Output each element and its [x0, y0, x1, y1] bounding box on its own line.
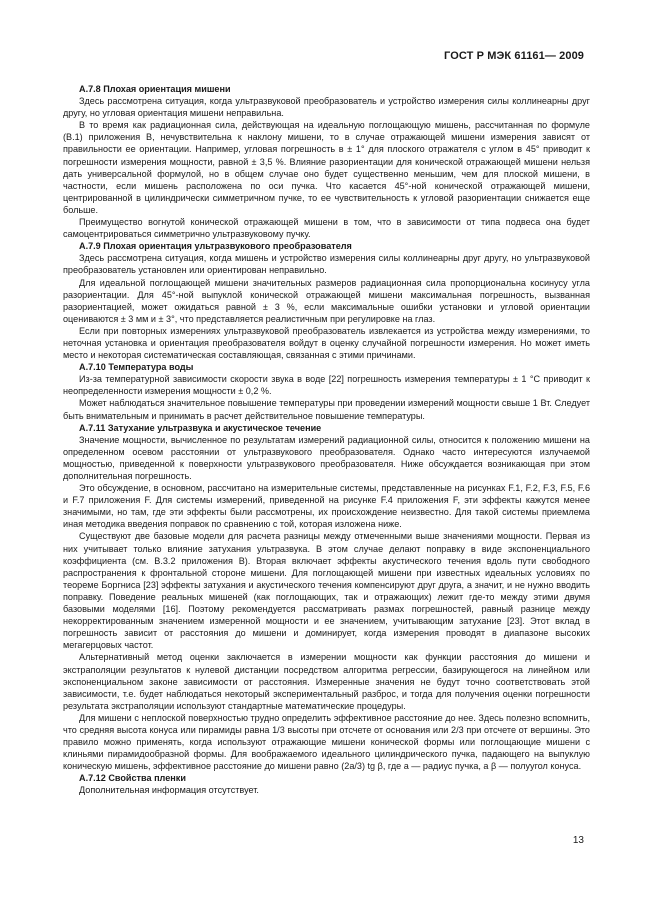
paragraph: Дополнительная информация отсутствует. — [79, 785, 259, 796]
paragraph: Альтернативный метод оценки заключается в измерении мощности как функции расстояния до мишени и экстраполяции результатов к нулевой дистанции посредством алгоритма регрессии, базирующегося на линейном или экспоненциальном законе зависимости от расстояния. Измеренные значения не будут точно соответствовать этой зависимости, т.е. будет наблюдаться некоторый экспериментальный разброс, и тогда для получения оценки погрешности результата экстраполяции используют стандартные математические процедуры. — [63, 652, 590, 711]
document-body — [63, 83, 590, 797]
section-heading-a-7-9: А.7.9 Плохая ориентация ультразвукового преобразователя — [79, 241, 352, 252]
paragraph: Существуют две базовые модели для расчета разницы между отмеченными выше значениями мощности. Первая из них учитывает только влияние затухания ультразвука. В этом случае делают поправку в виде экспоненциального коэффициента (см. В.3.2 приложения В). Вторая включает эффекты акустического течения вдоль пути свободного распространения к фронтальной стороне мишени. Для поглощающей мишени при известных идеальных условиях по теореме Боргниса [23] эффекты затухания и акустического течения компенсируют друг друга, а значит, и не нужно вводить поправку. Поведение реальных мишеней (как поглощающих, так и отражающих) лежит где-то между этими двумя базовыми моделями [16]. Поэтому рекомендуется рассматривать размах погрешностей, равный разнице между некорректированным значением измеренной мощности и ее значением, учитывающим затухание [23]. Этот вклад в погрешность зависит от расстояния до мишени и доминирует, когда измерения проводят в диапазоне высоких мегагерцовых частот. — [63, 531, 590, 651]
paragraph: Это обсуждение, в основном, рассчитано на измерительные системы, представленные на рисунках F.1, F.2, F.3, F.5, F.6 и F.7 приложения F. Для системы измерений, приведенной на рисунке F.4 приложения F, эти эффекты кажутся менее значимыми, но там, где эти эффекты были рассмотрены, их происхождение неизвестно. Для такой системы приемлема иная методика введения поправок по сравнению с той, которая изложена ниже. — [63, 483, 590, 530]
paragraph: В то время как радиационная сила, действующая на идеальную поглощающую мишень, рассчитанная по формуле (В.1) приложения В, нечувствительна к наклону мишени, то в случае отражающей мишени измерения зависят от правильности ее ориентации. Например, угловая погрешность в ± 1° для плоского отражателя с углом в 45° приводит к погрешности измерения мощности, равной ± 3,5 %. Влияние разориентации для конической отражающей мишени нельзя дать универсальной формулой, но в общем случае оно будет существенно меньшим, чем для плоской мишени, в частности, если мишень расположена по оси пучка. Что касается 45°-ной конической отражающей мишени, центрированной в цилиндрически симметричном пучке, то ее чувствительность к угловой разориентации снижается еще больше. — [63, 120, 590, 215]
paragraph: Преимущество вогнутой конической отражающей мишени в том, что в зависимости от типа подвеса она будет самоцентрироваться симметрично ультразвуковому пучку. — [63, 217, 590, 240]
section-heading-a-7-12: А.7.12 Свойства пленки — [79, 773, 186, 784]
section-heading-a-7-11: А.7.11 Затухание ультразвука и акустическое течение — [79, 422, 322, 433]
section-heading-a-7-8: А.7.8 Плохая ориентация мишени — [79, 84, 231, 94]
paragraph: Здесь рассмотрена ситуация, когда ультразвуковой преобразователь и устройство измерения силы коллинеарны друг другу, но угловая ориентация мишени неправильна. — [63, 96, 590, 119]
paragraph: Для идеальной поглощающей мишени значительных размеров радиационная сила пропорциональна косинусу угла разориентации. Для 45°-ной выпуклой конической отражающей мишени максимальная погрешность, вызванная разориентацией, может ожидаться равной ± 3 %, если максимальные ошибки установки и угловой ориентации оцениваются ± 3 мм и ± 3°, что представляется реалистичным при регулировке на глаз. — [63, 277, 590, 324]
page-number: 13 — [572, 835, 584, 846]
section-heading-a-7-10: А.7.10 Температура воды — [79, 362, 194, 373]
paragraph: Значение мощности, вычисленное по результатам измерений радиационной силы, относится к положению мишени на определенном осевом расстоянии от ультразвукового преобразователя. Однако часто интересуются излучаемой мощностью, приведенной к поверхности ультразвукового преобразователя. Ниже обсуждается возникающая при этом дополнительная погрешность. — [63, 434, 590, 481]
document-id: ГОСТ Р МЭК 61161— 2009 — [444, 50, 584, 62]
paragraph: Для мишени с неплоской поверхностью трудно определить эффективное расстояние до нее. Здесь полезно вспомнить, что средняя высота конуса или пирамиды равна 1/3 высоты при отсчете от основания или 2/3 при отсчете от вершины. Это правило можно применять, когда используют отражающие мишени конической формы или поглощающие мишени с клиньями пирамидообразной формы. Для воображаемого идеального цилиндрического пучка, падающего на выпуклую коническую мишень, эффективное расстояние до мишени равно (2a/3) tg β, где a — радиус пучка, а β — полуугол конуса. — [63, 712, 590, 772]
paragraph: Может наблюдаться значительное повышение температуры при проведении измерений мощности свыше 1 Вт. Следует быть внимательным и принимать в расчет действительное повышение температуры. — [63, 398, 590, 421]
paragraph: Из-за температурной зависимости скорости звука в воде [22] погрешность измерения температуры ± 1 °С приводит к неопределенности измерения мощности ± 0,2 %. — [63, 374, 590, 397]
paragraph: Здесь рассмотрена ситуация, когда мишень и устройство измерения силы коллинеарны друг другу, но ультразвуковой преобразователь установлен или ориентирован неправильно. — [63, 253, 590, 276]
paragraph: Если при повторных измерениях ультразвуковой преобразователь извлекается из устройства между измерениями, то неточная установка и ориентация преобразователя войдут в оценку случайной погрешности измерения. Но может иметь место и некоторая систематическая составляющая, связанная с этими причинами. — [63, 325, 590, 361]
